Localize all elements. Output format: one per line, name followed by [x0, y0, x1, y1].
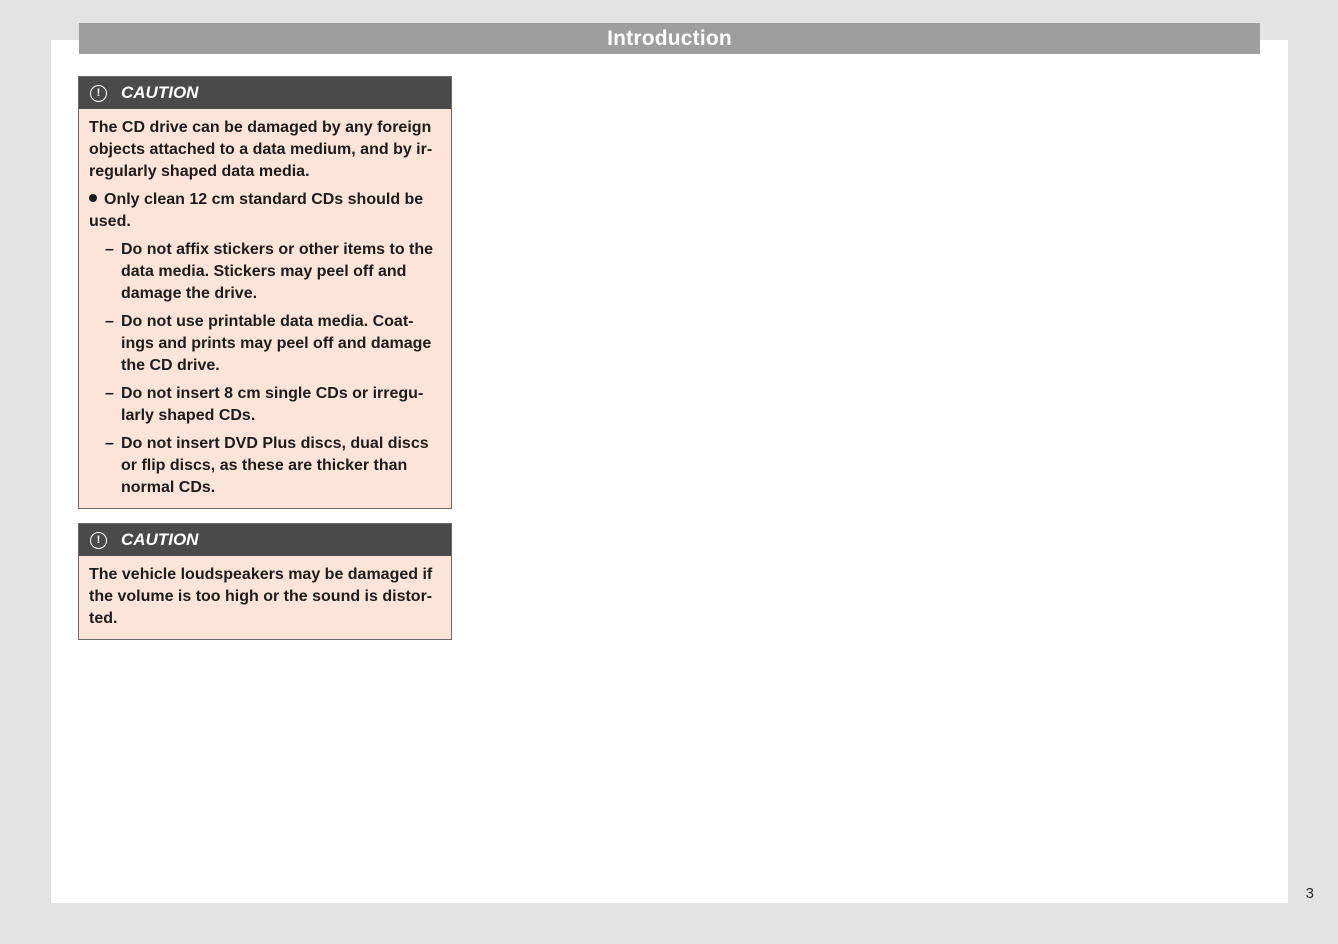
- caution-list-item-text: Do not use printable data media. Coat-ings and prints may peel off and damage the CD drive.: [121, 313, 432, 374]
- caution-header: [79, 77, 451, 109]
- caution-list-item: [89, 383, 437, 427]
- caution-list-item-text: Do not insert DVD Plus discs, dual discs or flip discs, as these are thicker than normal CDs.: [121, 435, 429, 496]
- exclamation-circle-icon: !: [90, 85, 107, 102]
- caution-list-item: [89, 433, 437, 499]
- caution-bullet-text: Only clean 12 cm standard CDs should be used.: [89, 191, 424, 230]
- exclamation-circle-icon: !: [90, 532, 107, 549]
- caution-list-item-text: Do not insert 8 cm single CDs or irregu-larly shaped CDs.: [121, 385, 424, 424]
- caution-box-cd-drive: [78, 76, 452, 509]
- caution-box-loudspeakers: [78, 523, 452, 640]
- dash-icon: –: [105, 241, 114, 258]
- caution-list-item: [89, 311, 437, 377]
- caution-intro-text: The CD drive can be damaged by any foreign objects attached to a data medium, and by ir-regularly shaped data media.: [89, 119, 433, 180]
- dash-icon: –: [105, 385, 114, 402]
- section-title: Introduction: [607, 26, 732, 50]
- caution-header: [79, 524, 451, 556]
- dash-icon: –: [105, 435, 114, 452]
- caution-body: [79, 556, 451, 639]
- section-header-bar: [79, 23, 1260, 54]
- caution-list-item: [89, 239, 437, 305]
- page-number: 3: [1305, 885, 1314, 902]
- caution-bullet: [89, 189, 437, 233]
- caution-label: CAUTION: [121, 83, 199, 102]
- caution-label: CAUTION: [121, 530, 199, 549]
- caution-intro-text: The vehicle loudspeakers may be damaged if the volume is too high or the sound is distor-ted.: [89, 566, 433, 627]
- caution-list-item-text: Do not affix stickers or other items to the data media. Stickers may peel off and damage the drive.: [121, 241, 434, 302]
- caution-body: [79, 109, 451, 508]
- bullet-dot-icon: [89, 194, 97, 202]
- dash-icon: –: [105, 313, 114, 330]
